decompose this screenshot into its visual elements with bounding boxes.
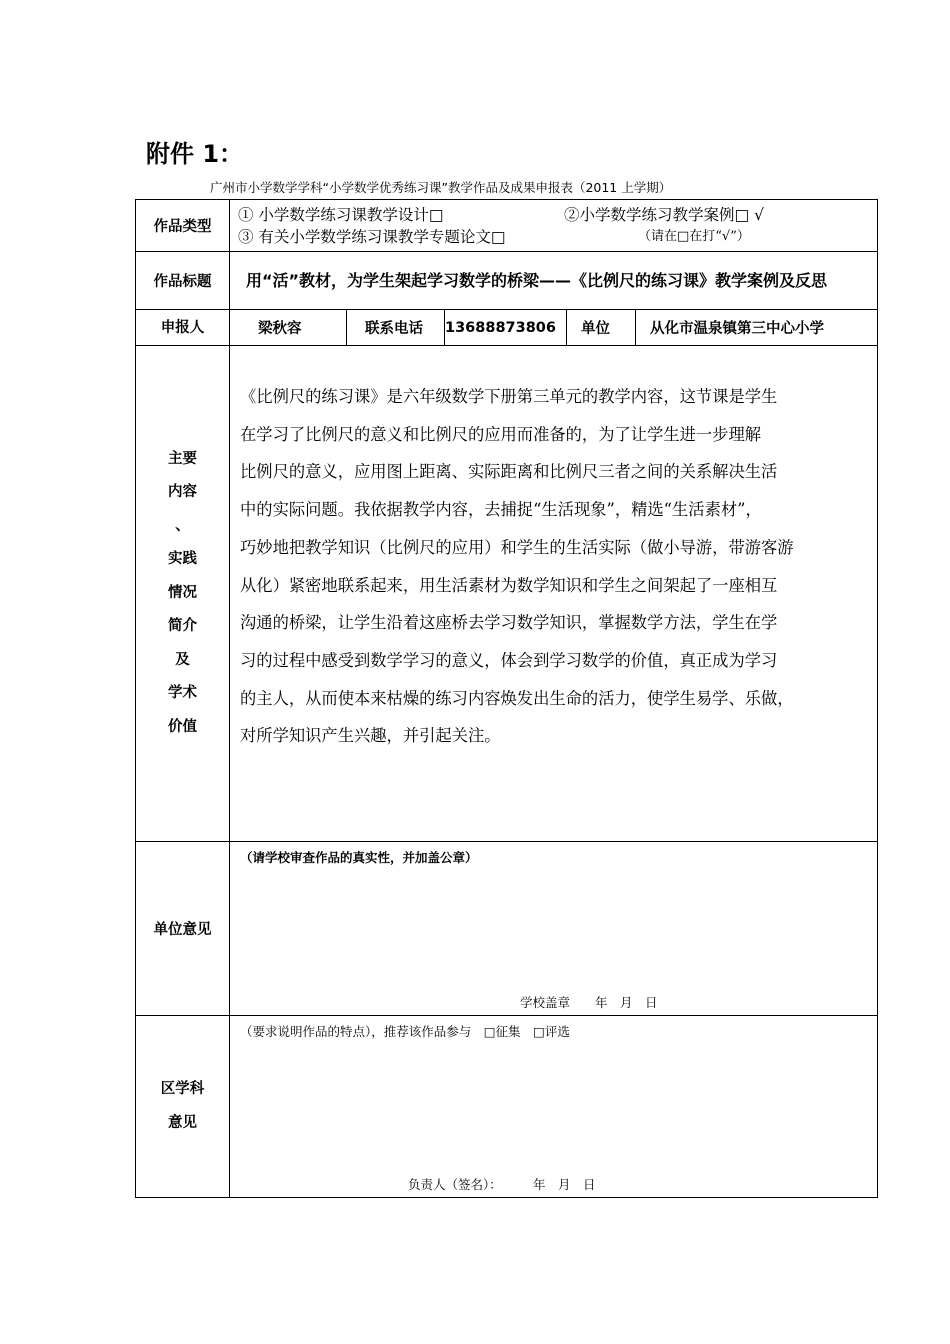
type-label: 作品类型 [136,200,230,252]
content-line: 比例尺的意义，应用图上距离、实际距离和比例尺三者之间的关系解决生活 [240,462,778,482]
unit-opinion-label: 单位意见 [136,842,230,1016]
content-line: 《比例尺的练习课》是六年级数学下册第三单元的教学内容，这节课是学生 [240,387,778,406]
content-label [136,443,229,745]
district-label-cell [136,1016,230,1198]
content-label-line: 学术 [168,685,197,702]
district-opinion-cell [230,1016,878,1198]
content-label-line: 价值 [168,718,197,735]
content-label-line: 情况 [168,584,197,601]
content-label-line: 内容 [168,484,197,501]
content-label-line: 及 [175,651,190,668]
content-label-line: 、 [175,517,190,534]
content-label-cell [136,346,230,842]
content-line: 从化）紧密地联系起来，用生活素材为数学知识和学生之间架起了一座相互 [240,575,778,595]
content-line: 巧妙地把教学知识（比例尺的应用）和学生的生活实际（做小导游，带游客游 [240,537,794,557]
content-label-line: 简介 [168,618,197,635]
content-line: 中的实际问题。我依据教学内容，去捕捉“生活现象”，精选“生活素材”， [240,500,762,520]
content-label-line: 主要 [168,450,197,467]
district-opinion-footer: 负责人（签名）： 年 月 日 [408,1177,596,1192]
content-line: 对所学知识产生兴趣，并引起关注。 [240,726,501,746]
type-option-design[interactable]: ① 小学数学练习课教学设计□ [238,205,444,224]
content-body [230,346,877,755]
content-line: 沟通的桥梁，让学生沿着这座桥去学习数学知识，掌握数学方法，学生在学 [240,613,778,633]
phone-value: 13688873806 [445,310,567,346]
unit-opinion-row [136,842,878,1016]
unit-opinion-footer: 学校盖章 年 月 日 [520,995,658,1010]
district-opinion-row [136,1016,878,1198]
unit-label: 单位 [567,310,636,346]
type-instruction: （请在□在打“√”） [638,228,750,244]
district-label-line: 意见 [168,1114,197,1131]
content-row [136,346,878,842]
unit-opinion-note: （请学校审查作品的真实性，并加盖公章） [240,850,478,865]
unit-value: 从化市温泉镇第三中心小学 [636,310,878,346]
title-row [136,252,878,310]
applicant-name: 梁秋容 [230,310,347,346]
type-options [230,200,878,252]
title-label: 作品标题 [136,252,230,310]
content-line: 在学习了比例尺的意义和比例尺的应用而准备的，为了让学生进一步理解 [240,424,762,444]
content-line: 的主人，从而使本来枯燥的练习内容焕发出生命的活力，使学生易学、乐做， [240,688,794,708]
attachment-title: 附件 1： [146,140,244,168]
district-opinion-note: （要求说明作品的特点），推荐该作品参与 □征集 □评选 [240,1024,570,1039]
work-title: 用“活”教材，为学生架起学习数学的桥梁——《比例尺的练习课》教学案例及反思 [246,271,828,290]
type-option-case[interactable]: ②小学数学练习教学案例□ √ [564,205,764,224]
applicant-row [136,310,878,346]
content-line: 习的过程中感受到数学学习的意义，体会到学习数学的价值，真正成为学习 [240,650,778,670]
title-cell [230,252,878,310]
content-label-line: 实践 [168,551,197,568]
phone-label: 联系电话 [347,310,445,346]
district-label [136,1073,229,1140]
unit-opinion-cell [230,842,878,1016]
form-title: 广州市小学数学学科“小学数学优秀练习课”教学作品及成果申报表（2011 上学期） [210,180,672,195]
type-row [136,200,878,252]
type-option-paper[interactable]: ③ 有关小学数学练习课教学专题论文□ [238,227,506,246]
district-label-line: 区学科 [160,1081,205,1097]
application-form-table [135,199,878,1198]
content-cell [230,346,878,842]
applicant-label: 申报人 [136,310,230,346]
